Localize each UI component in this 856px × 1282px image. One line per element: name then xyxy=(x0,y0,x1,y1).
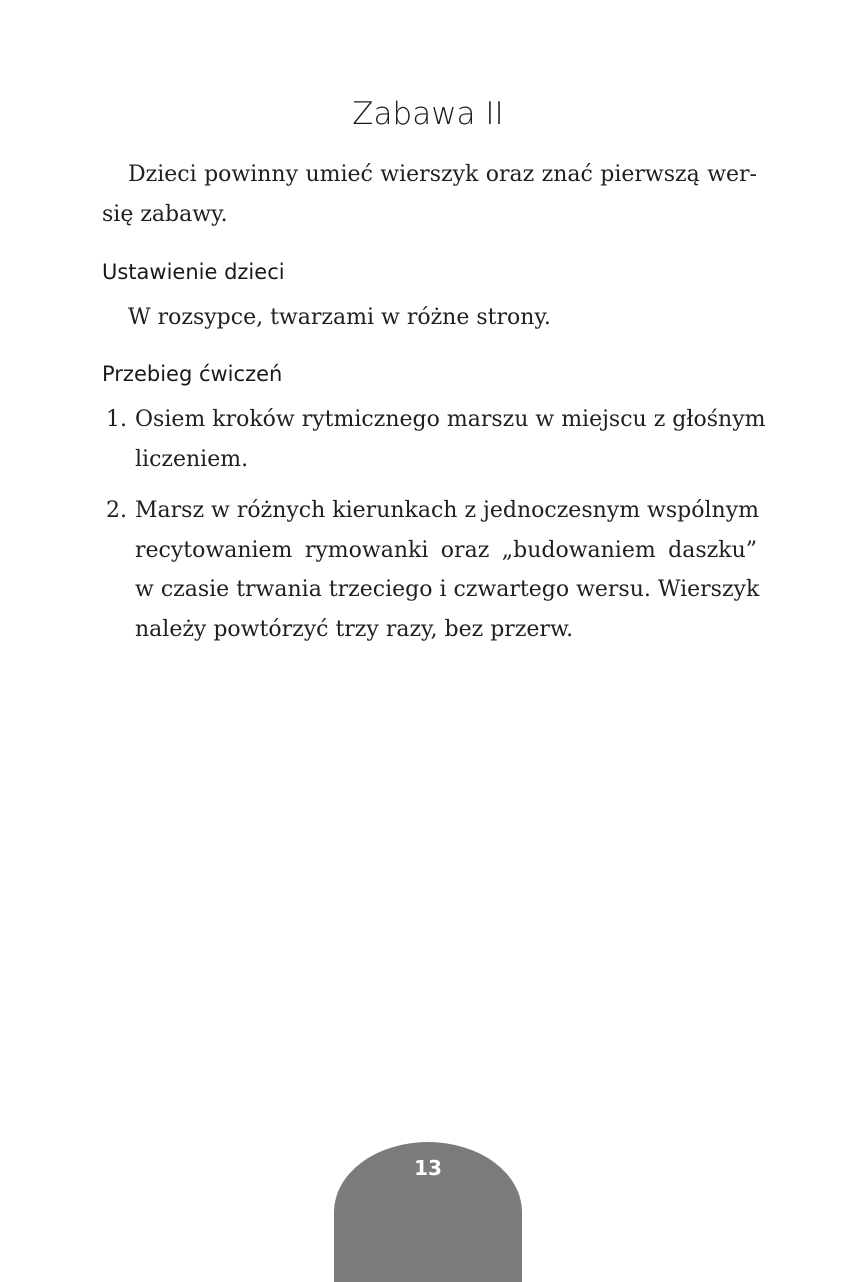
list-item-number: 1. xyxy=(106,407,127,432)
list-item-line: Marsz w różnych kierunkach z jednoczesnym wspólnym xyxy=(135,498,760,523)
setup-text: W rozsypce, twarzami w różne strony. xyxy=(128,305,551,330)
section-title: Zabawa II xyxy=(352,96,504,132)
page-number: 13 xyxy=(414,1156,442,1180)
list-item-line: w czasie trwania trzeciego i czwartego wersu. Wierszyk xyxy=(135,577,760,602)
list-item-number: 2. xyxy=(106,498,127,523)
list-item-line: recytowaniem rymowanki oraz „budowaniem daszku” xyxy=(135,538,757,563)
list-item-line: należy powtórzyć trzy razy, bez przerw. xyxy=(135,617,574,642)
setup-heading: Ustawienie dzieci xyxy=(102,260,285,284)
intro-line-2: się zabawy. xyxy=(102,202,228,227)
list-item-line: liczeniem. xyxy=(135,447,249,472)
intro-line-1: Dzieci powinny umieć wierszyk oraz znać pierwszą wer- xyxy=(128,162,757,187)
procedure-heading: Przebieg ćwiczeń xyxy=(102,362,283,386)
list-item-line: Osiem kroków rytmicznego marszu w miejscu z głośnym xyxy=(135,407,766,432)
page-number-tab xyxy=(334,1142,522,1282)
